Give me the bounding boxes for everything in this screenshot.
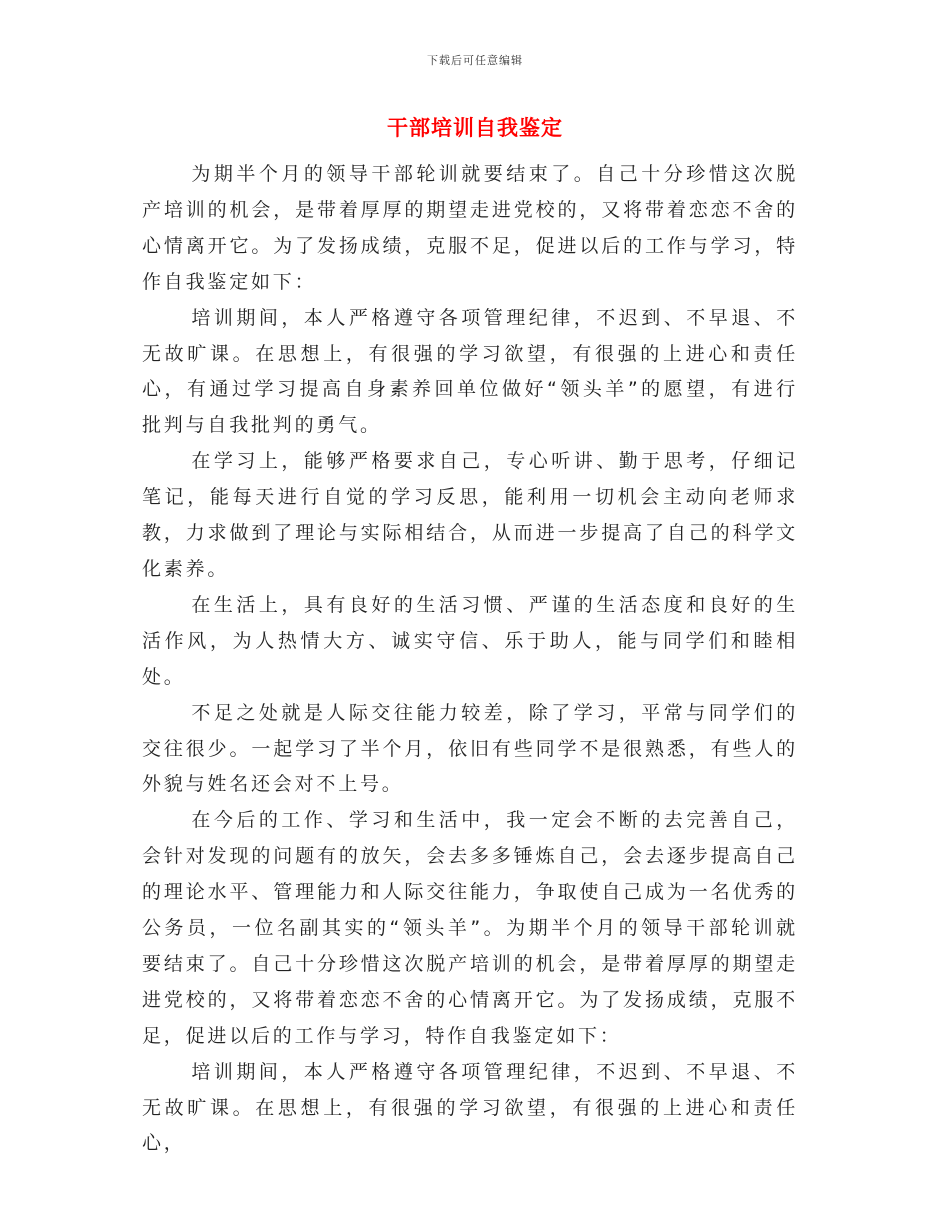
paragraph-life: 在生活上，具有良好的生活习惯、严谨的生活态度和良好的生活作风，为人热情大方、诚实守信、乐于助人，能与同学们和睦相处。	[142, 593, 798, 688]
paragraph-shortcomings: 不足之处就是人际交往能力较差，除了学习，平常与同学们的交往很少。一起学习了半个月，依旧有些同学不是很熟悉，有些人的外貌与姓名还会对不上号。	[142, 701, 798, 796]
paragraph-discipline: 培训期间，本人严格遵守各项管理纪律，不迟到、不早退、不无故旷课。在思想上，有很强的学习欲望，有很强的上进心和责任心，有通过学习提高自身素养回单位做好“领头羊”的愿望，有进行批判与自我批判的勇气。	[142, 306, 798, 437]
paragraph-intro: 为期半个月的领导干部轮训就要结束了。自己十分珍惜这次脱产培训的机会，是带着厚厚的期望走进党校的，又将带着恋恋不舍的心情离开它。为了发扬成绩，克服不足，促进以后的工作与学习，特作自我鉴定如下：	[142, 163, 798, 293]
paragraph-future: 在今后的工作、学习和生活中，我一定会不断的去完善自己，会针对发现的问题有的放矢，会去多多锤炼自己，会去逐步提高自己的理论水平、管理能力和人际交往能力，争取使自己成为一名优秀的公务员，一位名副其实的“领头羊”。为期半个月的领导干部轮训就要结束了。自己十分珍惜这次脱产培训的机会，是带着厚厚的期望走进党校的，又将带着恋恋不舍的心情离开它。为了发扬成绩，克服不足，促进以后的工作与学习，特作自我鉴定如下：	[142, 809, 798, 1047]
paragraph-discipline-repeat: 培训期间，本人严格遵守各项管理纪律，不迟到、不早退、不无故旷课。在思想上，有很强的学习欲望，有很强的上进心和责任心，	[142, 1060, 798, 1155]
header-note: 下载后可任意编辑	[427, 54, 523, 67]
document-title: 干部培训自我鉴定	[387, 116, 563, 140]
paragraph-study: 在学习上，能够严格要求自己，专心听讲、勤于思考，仔细记笔记，能每天进行自觉的学习反思，能利用一切机会主动向老师求教，力求做到了理论与实际相结合，从而进一步提高了自己的科学文化素养。	[142, 450, 798, 580]
document-body	[142, 157, 798, 1162]
